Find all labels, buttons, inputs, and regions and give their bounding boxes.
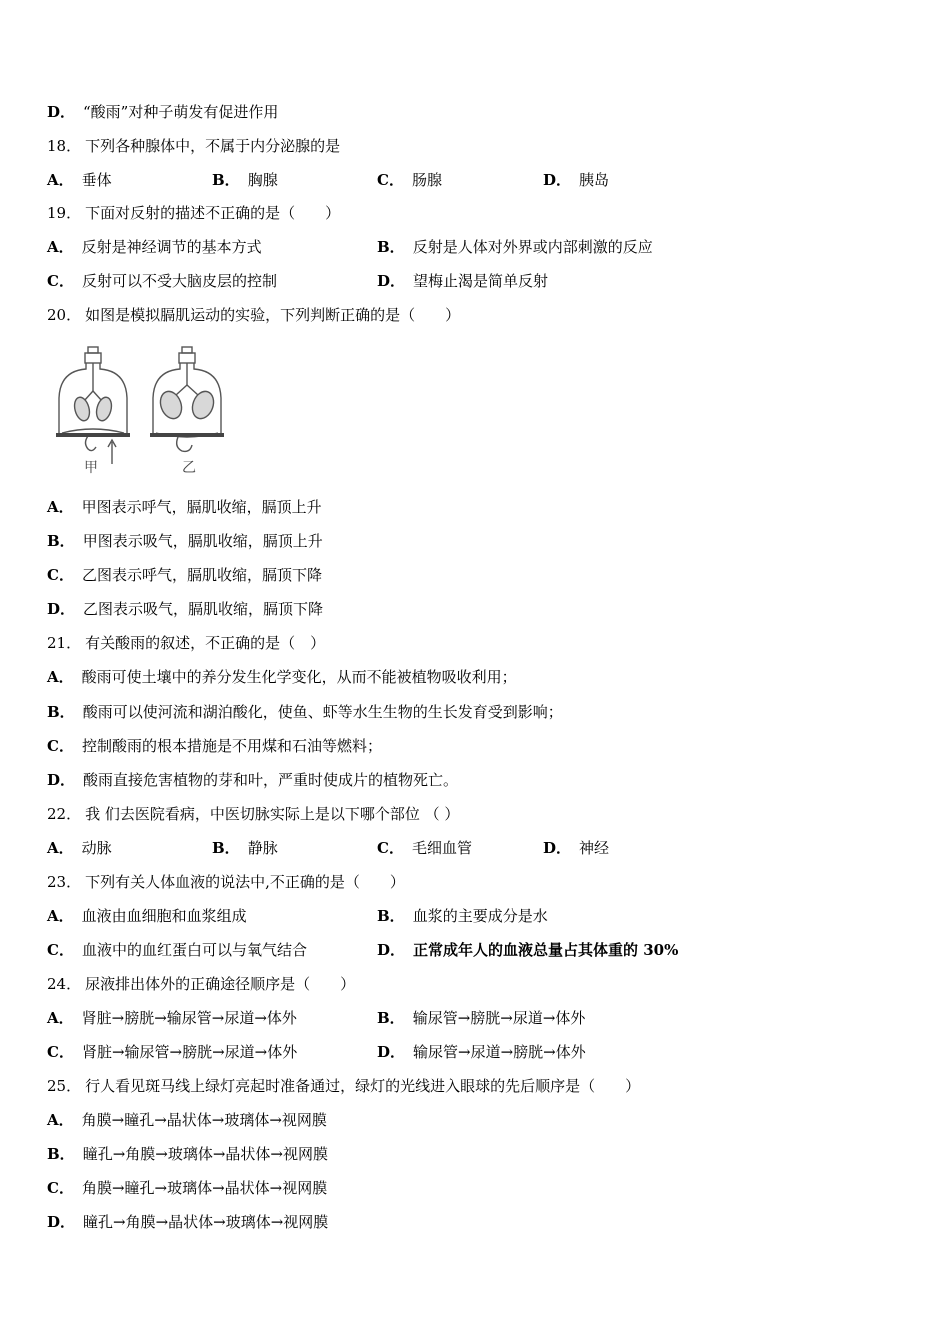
q19-option-c: C． 反射可以不受大脑皮层的控制 <box>47 272 277 290</box>
q23-stem: 23． 下列有关人体血液的说法中,不正确的是（ ） <box>47 873 405 891</box>
diaphragm-model-figure <box>50 343 240 483</box>
q19-option-d: D． 望梅止渴是简单反射 <box>377 272 549 290</box>
q18-option-a: A． 垂体 <box>47 171 112 189</box>
q20-stem: 20． 如图是模拟膈肌运动的实验，下列判断正确的是（ ） <box>47 306 461 324</box>
q18-option-b: B． 胸腺 <box>212 171 278 189</box>
jar-base-right <box>150 433 224 437</box>
q23-option-a: A． 血液由血细胞和血浆组成 <box>47 907 247 925</box>
q22-option-d: D． 神经 <box>543 839 610 857</box>
label-jia: 甲 <box>84 460 98 476</box>
q24-option-b: B． 输尿管→膀胱→尿道→体外 <box>377 1009 586 1027</box>
q23-option-c: C． 血液中的血红蛋白可以与氧气结合 <box>47 941 307 959</box>
jar-base-left <box>56 433 130 437</box>
q18-option-d: D． 胰岛 <box>543 171 610 189</box>
q17-option-d: D． “酸雨”对种子萌发有促进作用 <box>47 103 279 121</box>
q22-stem: 22． 我 们去医院看病，中医切脉实际上是以下哪个部位 （ ） <box>47 805 460 823</box>
q20-option-d: D． 乙图表示吸气，膈肌收缩，膈顶下降 <box>47 600 324 618</box>
label-yi: 乙 <box>182 460 196 476</box>
q25-stem: 25． 行人看见斑马线上绿灯亮起时准备通过，绿灯的光线进入眼球的先后顺序是（ ） <box>47 1077 641 1095</box>
q24-option-a: A． 肾脏→膀胱→输尿管→尿道→体外 <box>47 1009 297 1027</box>
q24-option-c: C． 肾脏→输尿管→膀胱→尿道→体外 <box>47 1043 298 1061</box>
q20-option-b: B． 甲图表示吸气，膈肌收缩，膈顶上升 <box>47 532 323 550</box>
q23-option-d: D． 正常成年人的血液总量占其体重的 30% <box>377 941 679 959</box>
q21-option-c: C． 控制酸雨的根本措施是不用煤和石油等燃料； <box>47 737 382 755</box>
q18-option-c: C． 肠腺 <box>377 171 442 189</box>
q21-stem: 21． 有关酸雨的叙述，不正确的是（ ） <box>47 634 326 652</box>
q25-option-a: A． 角膜→瞳孔→晶状体→玻璃体→视网膜 <box>47 1111 327 1129</box>
q24-option-d: D． 输尿管→尿道→膀胱→体外 <box>377 1043 586 1061</box>
q20-option-a: A． 甲图表示呼气，膈肌收缩，膈顶上升 <box>47 498 322 516</box>
q19-stem: 19． 下面对反射的描述不正确的是（ ） <box>47 204 341 222</box>
q24-stem: 24． 尿液排出体外的正确途径顺序是（ ） <box>47 975 356 993</box>
q19-option-a: A． 反射是神经调节的基本方式 <box>47 238 262 256</box>
q22-option-b: B． 静脉 <box>212 839 278 857</box>
q21-option-a: A． 酸雨可使土壤中的养分发生化学变化，从而不能被植物吸收利用； <box>47 668 517 686</box>
q22-option-a: A． 动脉 <box>47 839 112 857</box>
q18-stem: 18． 下列各种腺体中，不属于内分泌腺的是 <box>47 137 341 155</box>
q25-option-d: D． 瞳孔→角膜→晶状体→玻璃体→视网膜 <box>47 1213 329 1231</box>
q19-option-b: B． 反射是人体对外界或内部刺激的反应 <box>377 238 653 256</box>
q21-option-d: D． 酸雨直接危害植物的芽和叶，严重时使成片的植物死亡。 <box>47 771 459 789</box>
q25-option-b: B． 瞳孔→角膜→玻璃体→晶状体→视网膜 <box>47 1145 328 1163</box>
bell-jar-left <box>59 347 127 464</box>
q20-option-c: C． 乙图表示呼气，膈肌收缩，膈顶下降 <box>47 566 322 584</box>
q23-option-b: B． 血浆的主要成分是水 <box>377 907 548 925</box>
q22-option-c: C． 毛细血管 <box>377 839 472 857</box>
q21-option-b: B． 酸雨可以使河流和湖泊酸化，使鱼、虾等水生生物的生长发育受到影响； <box>47 703 563 721</box>
q25-option-c: C． 角膜→瞳孔→玻璃体→晶状体→视网膜 <box>47 1179 328 1197</box>
